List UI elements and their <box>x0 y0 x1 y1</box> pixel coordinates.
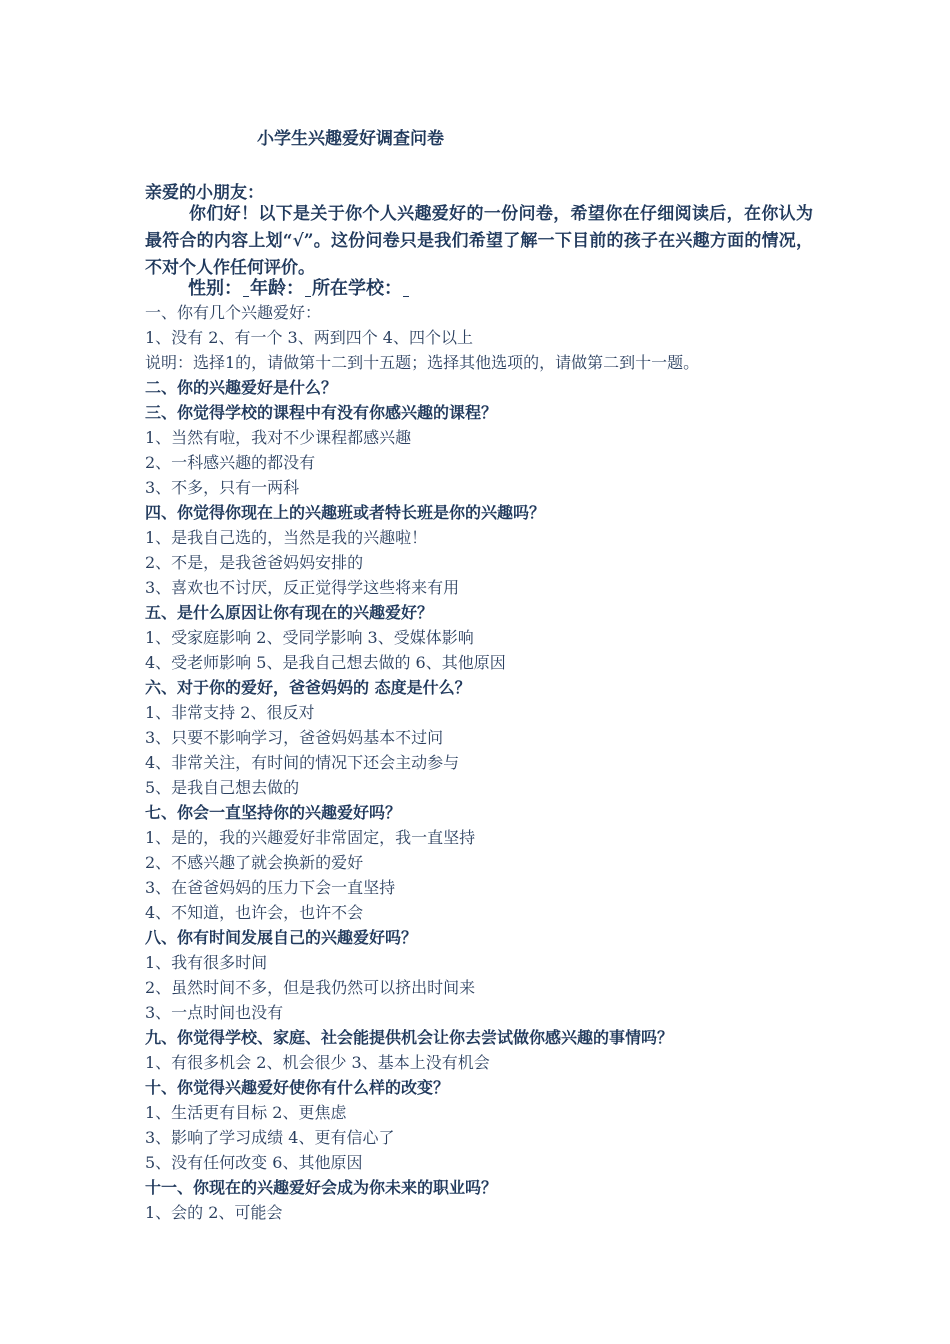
document-title: 小学生兴趣爱好调查问卷 <box>257 129 444 149</box>
question-line: 九、你觉得学校、家庭、社会能提供机会让你去尝试做你感兴趣的事情吗？ <box>145 1028 674 1047</box>
question-line: 十一、你现在的兴趣爱好会成为你未来的职业吗？ <box>145 1178 498 1197</box>
answer-option-line[interactable]: 1、当然有啦，我对不少课程都感兴趣 <box>145 428 412 447</box>
answer-option-line[interactable]: 2、不感兴趣了就会换新的爱好 <box>145 853 364 872</box>
answer-option-line[interactable]: 1、我有很多时间 <box>145 953 268 972</box>
questionnaire-body <box>145 300 815 1225</box>
gender-label: 性别： <box>188 278 242 299</box>
answer-option-line[interactable]: 2、虽然时间不多，但是我仍然可以挤出时间来 <box>145 978 476 997</box>
answer-option-line[interactable]: 4、不知道，也许会，也许不会 <box>145 903 364 922</box>
answer-option-line[interactable]: 说明：选择1的，请做第十二到十五题；选择其他选项的，请做第二到十一题。 <box>145 353 700 372</box>
answer-option-line[interactable]: 1、是的，我的兴趣爱好非常固定，我一直坚持 <box>145 828 476 847</box>
age-label: 年龄： <box>250 278 304 299</box>
school-label: 所在学校： <box>312 278 402 299</box>
answer-option-line[interactable]: 3、影响了学习成绩 4、更有信心了 <box>145 1128 395 1147</box>
gender-blank[interactable] <box>243 278 249 297</box>
question-line: 七、你会一直坚持你的兴趣爱好吗？ <box>145 803 402 822</box>
answer-option-line[interactable]: 1、生活更有目标 2、更焦虑 <box>145 1103 347 1122</box>
answer-option-line[interactable]: 1、有很多机会 2、机会很少 3、基本上没有机会 <box>145 1053 490 1072</box>
question-line: 六、对于你的爱好，爸爸妈妈的 态度是什么？ <box>145 678 471 697</box>
answer-option-line[interactable]: 5、没有任何改变 6、其他原因 <box>145 1153 363 1172</box>
answer-option-line[interactable]: 3、只要不影响学习，爸爸妈妈基本不过问 <box>145 728 444 747</box>
answer-option-line[interactable]: 3、一点时间也没有 <box>145 1003 284 1022</box>
answer-option-line[interactable]: 1、非常支持 2、很反对 <box>145 703 315 722</box>
answer-option-line[interactable]: 3、在爸爸妈妈的压力下会一直坚持 <box>145 878 396 897</box>
question-line: 五、是什么原因让你有现在的兴趣爱好？ <box>145 603 434 622</box>
answer-option-line[interactable]: 1、是我自己选的，当然是我的兴趣啦！ <box>145 528 428 547</box>
age-blank[interactable] <box>305 278 311 297</box>
answer-option-line[interactable]: 1、受家庭影响 2、受同学影响 3、受媒体影响 <box>145 628 474 647</box>
answer-option-line[interactable]: 2、不是，是我爸爸妈妈安排的 <box>145 553 364 572</box>
answer-option-line[interactable]: 4、受老师影响 5、是我自己想去做的 6、其他原因 <box>145 653 506 672</box>
question-line: 十、你觉得兴趣爱好使你有什么样的改变？ <box>145 1078 450 1097</box>
question-line: 四、你觉得你现在上的兴趣班或者特长班是你的兴趣吗？ <box>145 503 546 522</box>
school-blank[interactable] <box>403 278 409 297</box>
respondent-info-line <box>188 274 410 300</box>
greeting: 亲爱的小朋友： <box>145 183 264 203</box>
question-line: 八、你有时间发展自己的兴趣爱好吗？ <box>145 928 418 947</box>
answer-option-line[interactable]: 1、没有 2、有一个 3、两到四个 4、四个以上 <box>145 328 473 347</box>
answer-option-line[interactable]: 4、非常关注，有时间的情况下还会主动参与 <box>145 753 460 772</box>
intro-paragraph: 你们好！以下是关于你个人兴趣爱好的一份问卷，希望你在仔细阅读后，在你认为最符合的内容上划“√”。这份问卷只是我们希望了解一下目前的孩子在兴趣方面的情况，不对个人作任何评价。 <box>145 204 813 278</box>
answer-option-line[interactable]: 3、不多，只有一两科 <box>145 478 300 497</box>
answer-option-line[interactable]: 3、喜欢也不讨厌，反正觉得学这些将来有用 <box>145 578 460 597</box>
answer-option-line[interactable]: 2、一科感兴趣的都没有 <box>145 453 316 472</box>
question-line: 三、你觉得学校的课程中有没有你感兴趣的课程？ <box>145 403 498 422</box>
answer-option-line[interactable]: 5、是我自己想去做的 <box>145 778 300 797</box>
answer-option-line[interactable]: 1、会的 2、可能会 <box>145 1203 283 1222</box>
question-line: 二、你的兴趣爱好是什么？ <box>145 378 338 397</box>
question-line: 一、你有几个兴趣爱好： <box>145 303 322 322</box>
